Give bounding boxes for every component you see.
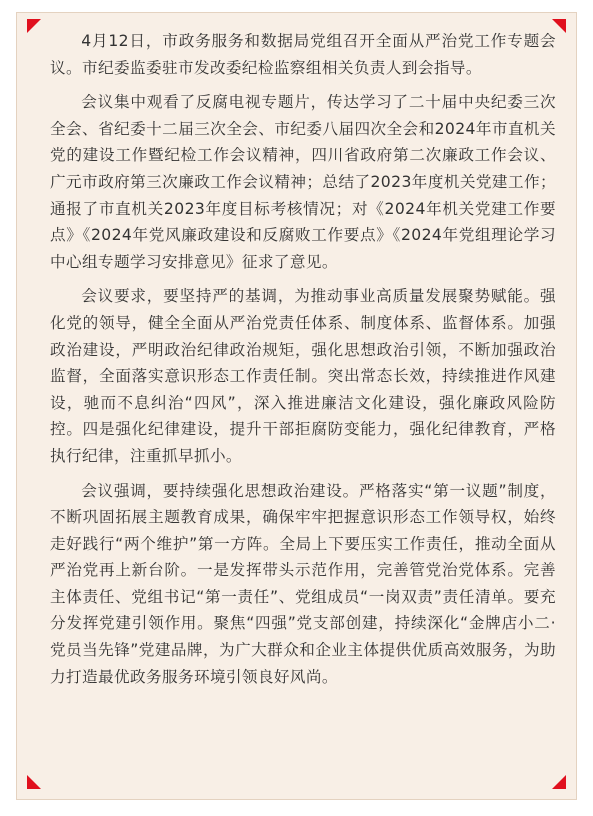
article-paragraph: 会议强调，要持续强化思想政治建设。严格落实“第一议题”制度，不断巩固拓展主题教育成果，确保牢牢把握意识形态工作领导权，始终走好践行“两个维护”第一方阵。全局上下要压实工作责任，推动全面从严治党再上新台阶。一是发挥带头示范作用，完善管党治党体系。完善主体责任、党组书记“第一责任”、党组成员“一岗双责”责任清单。要充分发挥党建引领作用。聚焦“四强”党支部创建，持续深化“金牌店小二·党员当先锋”党建品牌，为广大群众和企业主体提供优质高效服务，为助力打造最优政务服务环境引领良好风尚。 <box>50 481 556 686</box>
article-body <box>50 28 556 698</box>
corner-ornament-top-left <box>27 19 41 33</box>
article-paragraph: 会议要求，要坚持严的基调，为推动事业高质量发展聚势赋能。强化党的领导，健全全面从严治党责任体系、制度体系、监督体系。加强政治建设，严明政治纪律政治规矩，强化思想政治引领，不断加强政治监督，全面落实意识形态工作责任制。突出常态长效，持续推进作风建设，驰而不息纠治“四风”，深入推进廉洁文化建设，强化廉政风险防控。四是强化纪律建设，提升干部拒腐防变能力，强化纪律教育，严格执行纪律，注重抓早抓小。 <box>50 287 556 465</box>
corner-ornament-bottom-left <box>27 775 41 789</box>
article-paragraph: 4月12日，市政务服务和数据局党组召开全面从严治党工作专题会议。市纪委监委驻市发改委纪检监察组相关负责人到会指导。 <box>50 32 556 77</box>
article-paragraph: 会议集中观看了反腐电视专题片，传达学习了二十届中央纪委三次全会、省纪委十二届三次全会、市纪委八届四次全会和2024年市直机关党的建设工作暨纪检工作会议精神，四川省政府第二次廉政工作会议、广元市政府第三次廉政工作会议精神；总结了2023年度机关党建工作；通报了市直机关2023年度目标考核情况；对《2024年机关党建工作要点》《2024年党风廉政建设和反腐败工作要点》《2024年党组理论学习中心组专题学习安排意见》征求了意见。 <box>50 93 556 271</box>
corner-ornament-bottom-right <box>552 775 566 789</box>
